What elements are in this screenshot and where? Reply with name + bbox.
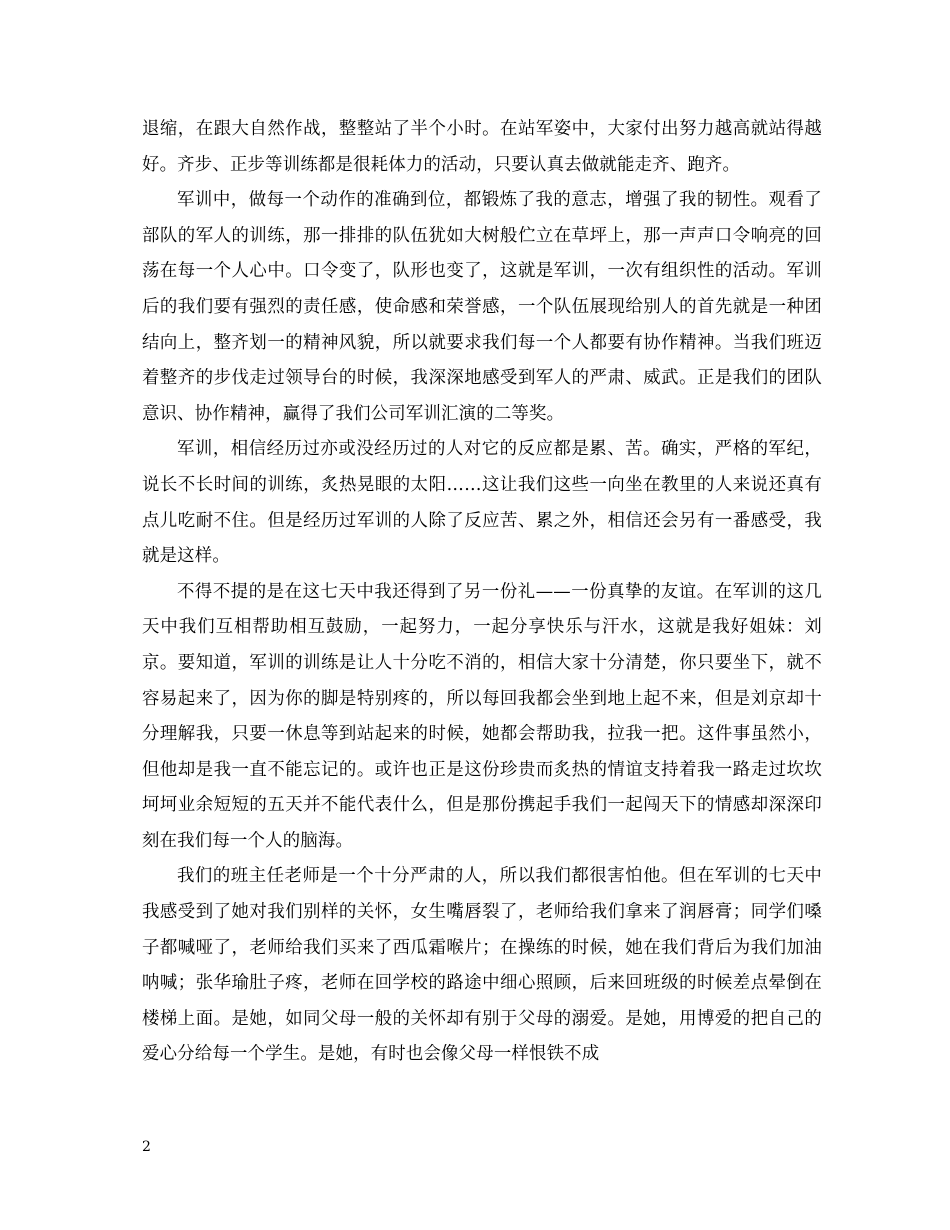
paragraph-4: 不得不提的是在这七天中我还得到了另一份礼——一份真挚的友谊。在军训的这几天中我们互相帮助相互鼓励，一起努力，一起分享快乐与汗水，这就是我好姐妹：刘京。要知道，军训的训练是让人十分吃不消的，相信大家十分清楚，你只要坐下，就不容易起来了，因为你的脚是特别疼的，所以每回我都会坐到地上起不来，但是刘京却十分理解我，只要一休息等到站起来的时候，她都会帮助我，拉我一把。这件事虽然小，但他却是我一直不能忘记的。或许也正是这份珍贵而炙热的情谊支持着我一路走过坎坎坷坷业余短短的五天并不能代表什么，但是那份携起手我们一起闯天下的情感却深深印刻在我们每一个人的脑海。 (142, 581, 822, 851)
body-text (142, 112, 822, 1073)
paragraph-5: 我们的班主任老师是一个十分严肃的人，所以我们都很害怕他。但在军训的七天中我感受到了她对我们别样的关怀，女生嘴唇裂了，老师给我们拿来了润唇膏；同学们嗓子都喊哑了，老师给我们买来了西瓜霜喉片；在操练的时候，她在我们背后为我们加油呐喊；张华瑜肚子疼，老师在回学校的路途中细心照顾，后来回班级的时候差点晕倒在楼梯上面。是她，如同父母一般的关怀却有别于父母的溺爱。是她，用博爱的把自己的爱心分给每一个学生。是她，有时也会像父母一样恨铁不成 (142, 866, 822, 1065)
paragraph-3: 军训，相信经历过亦或没经历过的人对它的反应都是累、苦。确实，严格的军纪，说长不长时间的训练，炙热晃眼的太阳……这让我们这些一向坐在教里的人来说还真有点儿吃耐不住。但是经历过军训的人除了反应苦、累之外，相信还会另有一番感受，我就是这样。 (142, 439, 822, 567)
page-number: 2 (142, 1139, 151, 1155)
paragraph-2: 军训中，做每一个动作的准确到位，都锻炼了我的意志，增强了我的韧性。观看了部队的军人的训练，那一排排的队伍犹如大树般伫立在草坪上，那一声声口令响亮的回荡在每一个人心中。口令变了，队形也变了，这就是军训，一次有组织性的活动。军训后的我们要有强烈的责任感，使命感和荣誉感，一个队伍展现给别人的首先就是一种团结向上，整齐划一的精神风貌，所以就要求我们每一个人都要有协作精神。当我们班迈着整齐的步伐走过领导台的时候，我深深地感受到军人的严肃、威武。正是我们的团队意识、协作精神，赢得了我们公司军训汇演的二等奖。 (142, 190, 822, 424)
paragraph-1: 退缩，在跟大自然作战，整整站了半个小时。在站军姿中，大家付出努力越高就站得越好。齐步、正步等训练都是很耗体力的活动，只要认真去做就能走齐、跑齐。 (142, 119, 822, 175)
